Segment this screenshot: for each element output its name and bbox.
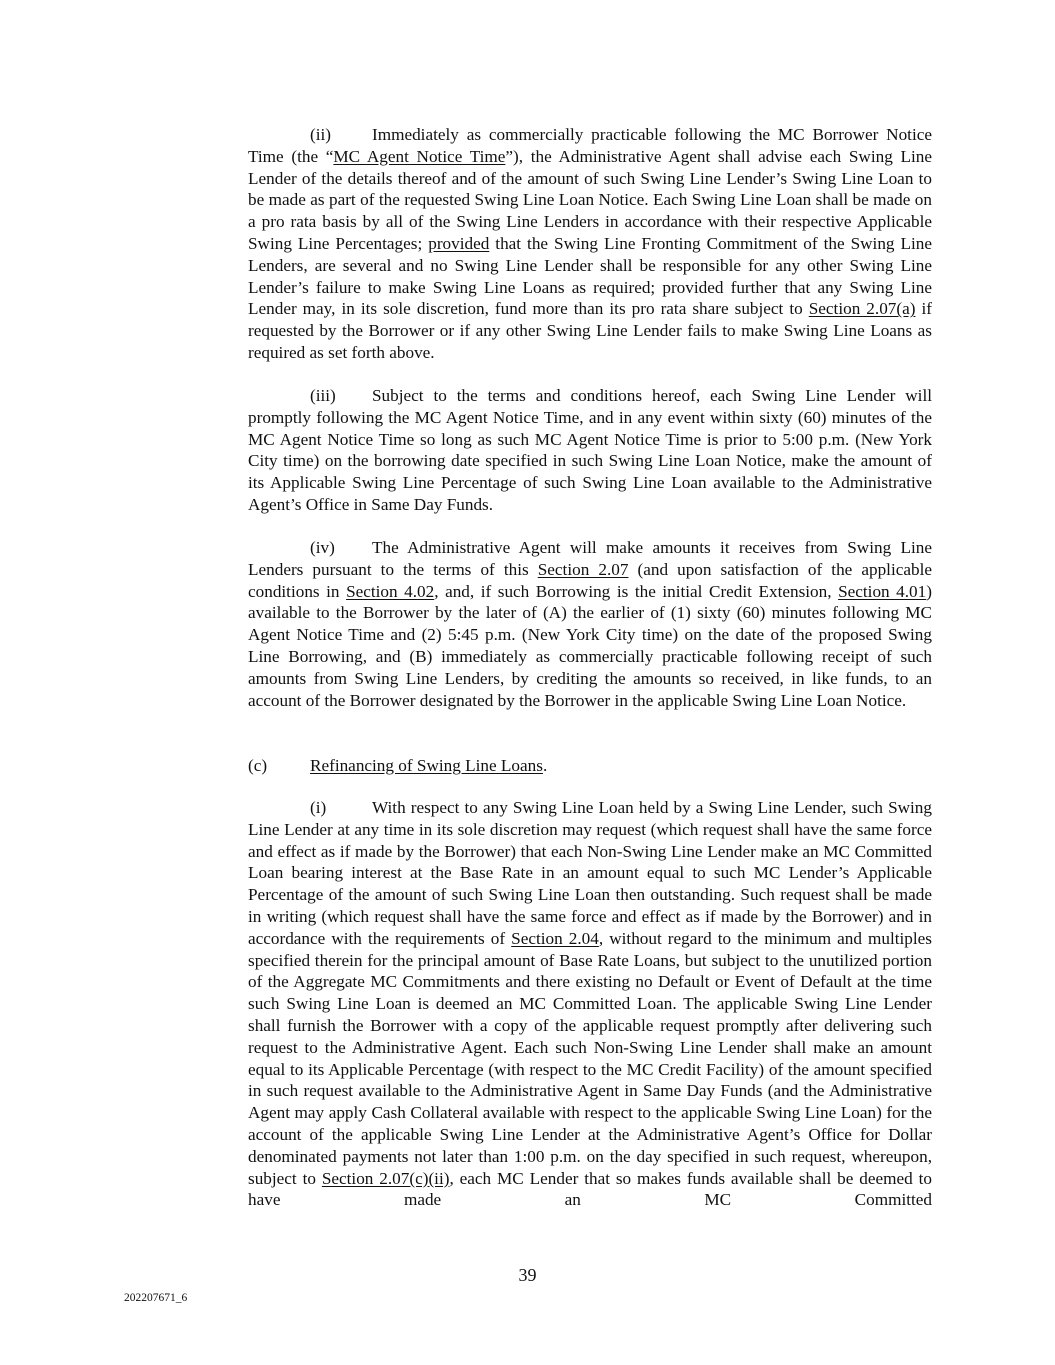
heading-punctuation: . bbox=[542, 756, 548, 775]
section-reference: Section 2.07(c)(ii) bbox=[321, 1168, 450, 1188]
paragraph-text: Immediately as commercially practicable following the MC Borrower Notice Time (the “ bbox=[248, 125, 932, 166]
defined-term: MC Agent Notice Time bbox=[333, 146, 506, 166]
paragraph-text: , and, if such Borrowing is the initial Credit Extension, bbox=[434, 581, 839, 601]
paragraph-iii bbox=[248, 385, 932, 516]
paragraph-text: (and upon satisfaction of the applicable conditions in bbox=[248, 559, 932, 601]
paragraph-text: Subject to the terms and conditions hereof, each Swing Line Lender will promptly following the MC Agent Notice Time, and in any event within sixty (60) minutes of the MC Agent Notice Time so long as such MC Agent Notice Time is prior to 5:00 p.m. (New York City time) on the borrowing date specified in such Swing Line Loan Notice, make the amount of its Applicable Swing Line Percentage of such Swing Line Loan available to the Administrative Agent’s Office in Same Day Funds. bbox=[248, 386, 932, 514]
paragraph-text: ) available to the Borrower by the later of (A) the earlier of (1) sixty (60) minutes following MC Agent Notice Time and (2) 5:45 p.m. (New York City time) on the date of the proposed Swing Line Borrowing, and (B) immediately as commercially practicable following receipt of such amounts from Swing Line Lenders, by crediting the amounts so received, in like funds, to an account of the Borrower designated by the Borrower in the applicable Swing Line Loan Notice. bbox=[248, 581, 932, 710]
paragraph-text: , without regard to the minimum and multiples specified therein for the principal amount of Base Rate Loans, but subject to the unutilized portion of the Aggregate MC Commitments and there existing no Default or Event of Default at the time such Swing Line Loan is deemed an MC Committed Loan. The applicable Swing Line Lender shall furnish the Borrower with a copy of the applicable request promptly after delivering such request to the Administrative Agent. Each such Non-Swing Line Lender shall make an amount equal to its Applicable Percentage (with respect to the MC Credit Facility) of the amount specified in such request available to the Administrative Agent in Same Day Funds (and the Administrative Agent may apply Cash Collateral available with respect to the applicable Swing Line Loan) for the account of the applicable Swing Line Lender at the Administrative Agent’s Office for Dollar denominated payments not later than 1:00 p.m. on the day specified in such request, whereupon, subject to bbox=[248, 928, 932, 1188]
paragraph-c-i bbox=[248, 797, 932, 1211]
paragraph-text: that the Swing Line Fronting Commitment of the Swing Line Lenders, are several and no Swing Line Lender shall be responsible for any other Swing Line Lender’s failure to make Swing Line Loans as required; provided further that any Swing Line Lender may, in its sole discretion, fund more than its pro rata share subject to bbox=[248, 233, 932, 319]
paragraph-number: (ii) bbox=[310, 125, 331, 144]
document-id: 202207671_6 bbox=[124, 1292, 188, 1304]
paragraph-text: ”), the Administrative Agent shall advise each Swing Line Lender of the details thereof and of the amount of such Swing Line Lender’s Swing Line Loan to be made as part of the requested Swing Line Loan Notice. Each Swing Line Loan shall be made on a pro rata basis by all of the Swing Line Lenders in accordance with their respective Applicable Swing Line Percentages; bbox=[248, 146, 932, 253]
emphasis-term: provided bbox=[428, 233, 490, 253]
section-reference: Section 4.01 bbox=[838, 581, 927, 601]
section-heading: Refinancing of Swing Line Loans bbox=[310, 756, 543, 775]
paragraph-text: The Administrative Agent will make amounts it receives from Swing Line Lenders pursuant to the terms of this bbox=[248, 538, 932, 579]
paragraph-ii bbox=[248, 124, 932, 364]
section-reference: Section 4.02 bbox=[346, 581, 435, 601]
paragraph-number: (i) bbox=[310, 798, 327, 817]
paragraph-text: With respect to any Swing Line Loan held by a Swing Line Lender, such Swing Line Lender at any time in its sole discretion may request (which request shall have the same force and effect as if made by the Borrower) that each Non-Swing Line Lender make an MC Committed Loan bearing interest at the Base Rate in an amount equal to such MC Lender’s Applicable Percentage of the amount of such Swing Line Loan then outstanding. Such request shall be made in writing (which request shall have the same force and effect as if made by the Borrower) and in accordance with the requirements of bbox=[248, 798, 932, 948]
paragraph-text: if requested by the Borrower or if any other Swing Line Lender fails to make Swing Line Loans as required as set forth above. bbox=[248, 299, 932, 362]
section-heading-c bbox=[248, 755, 932, 777]
paragraph-number: (iv) bbox=[310, 538, 335, 557]
section-reference: Section 2.07(a) bbox=[808, 299, 916, 319]
paragraph-text: , each MC Lender that so makes funds available shall be deemed to have made an MC Committed bbox=[248, 1168, 932, 1210]
section-number: (c) bbox=[248, 756, 268, 775]
section-reference: Section 2.07 bbox=[537, 559, 629, 579]
page-number: 39 bbox=[518, 1265, 537, 1285]
section-reference: Section 2.04 bbox=[511, 928, 599, 948]
paragraph-iv bbox=[248, 537, 932, 711]
paragraph-number: (iii) bbox=[310, 386, 336, 405]
